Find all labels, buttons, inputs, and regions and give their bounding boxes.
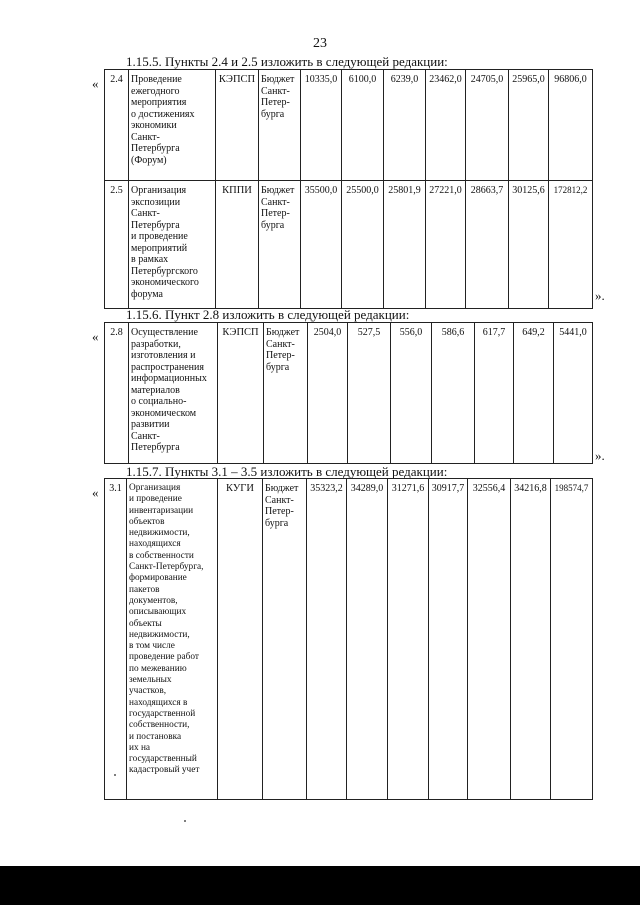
table-row bbox=[105, 181, 593, 309]
row-source: Бюджет Санкт- Петер- бурга bbox=[259, 181, 301, 309]
row-index: 2.4 bbox=[105, 70, 129, 181]
row-value: 2504,0 bbox=[308, 323, 348, 464]
row-description: Организация экспозиции Санкт- Петербурга и проведение мероприятий в рамках Петербургского экономического форума bbox=[129, 181, 216, 309]
row-value: 25500,0 bbox=[342, 181, 384, 309]
table-section-2 bbox=[104, 322, 593, 464]
page-number: 23 bbox=[313, 36, 327, 51]
open-quote: « bbox=[92, 485, 99, 500]
scan-footer-bar bbox=[0, 866, 640, 905]
row-executor: КЭПСП bbox=[218, 323, 264, 464]
row-value: 6100,0 bbox=[342, 70, 384, 181]
table-row bbox=[105, 323, 593, 464]
row-value: 556,0 bbox=[391, 323, 432, 464]
row-value: 198574,7 bbox=[551, 479, 593, 800]
close-quote: ». bbox=[595, 288, 605, 303]
row-value: 10335,0 bbox=[301, 70, 342, 181]
row-value: 31271,6 bbox=[388, 479, 429, 800]
row-index: 2.5 bbox=[105, 181, 129, 309]
row-description: Осуществление разработки, изготовления и распространения информационных материалов о социально- экономическом развитии Санкт- Петербурга bbox=[129, 323, 218, 464]
row-value: 586,6 bbox=[432, 323, 475, 464]
row-value: 35323,2 bbox=[307, 479, 347, 800]
row-value: 25965,0 bbox=[509, 70, 549, 181]
row-source: Бюджет Санкт- Петер- бурга bbox=[259, 70, 301, 181]
row-value: 30917,7 bbox=[429, 479, 468, 800]
row-value: 96806,0 bbox=[549, 70, 593, 181]
scan-speck bbox=[184, 820, 186, 822]
row-description: Организация и проведение инвентаризации объектов недвижимости, находящихся в собственности Санкт-Петербурга, формирование пакетов документов, описывающих объекты недвижимости, в том числе проведение работ по межеванию земельных участков, находящихся в государственной собственности, и постановка их на государственный кадастровый учет bbox=[127, 479, 218, 800]
row-source: Бюджет Санкт- Петер- бурга bbox=[264, 323, 308, 464]
row-index: 3.1 bbox=[105, 479, 127, 800]
row-value: 617,7 bbox=[475, 323, 514, 464]
row-value: 6239,0 bbox=[384, 70, 426, 181]
row-source: Бюджет Санкт- Петер- бурга bbox=[263, 479, 307, 800]
row-value: 24705,0 bbox=[466, 70, 509, 181]
row-value: 28663,7 bbox=[466, 181, 509, 309]
section-heading: 1.15.6. Пункт 2.8 изложить в следующей редакции: bbox=[126, 307, 410, 322]
section-heading: 1.15.7. Пункты 3.1 – 3.5 изложить в следующей редакции: bbox=[126, 464, 448, 479]
row-value: 527,5 bbox=[348, 323, 391, 464]
row-value: 34216,8 bbox=[511, 479, 551, 800]
row-value: 35500,0 bbox=[301, 181, 342, 309]
row-value: 27221,0 bbox=[426, 181, 466, 309]
row-description: Проведение ежегодного мероприятия о достижениях экономики Санкт- Петербурга (Форум) bbox=[129, 70, 216, 181]
open-quote: « bbox=[92, 329, 99, 344]
row-value: 649,2 bbox=[514, 323, 554, 464]
row-index: 2.8 bbox=[105, 323, 129, 464]
open-quote: « bbox=[92, 76, 99, 91]
row-value: 23462,0 bbox=[426, 70, 466, 181]
close-quote: ». bbox=[595, 448, 605, 463]
row-executor: КУГИ bbox=[218, 479, 263, 800]
row-value: 5441,0 bbox=[554, 323, 593, 464]
row-executor: КЭПСП bbox=[216, 70, 259, 181]
table-row bbox=[105, 70, 593, 181]
table-section-1 bbox=[104, 69, 593, 309]
row-value: 30125,6 bbox=[509, 181, 549, 309]
row-value: 172812,2 bbox=[549, 181, 593, 309]
row-executor: КППИ bbox=[216, 181, 259, 309]
section-heading: 1.15.5. Пункты 2.4 и 2.5 изложить в следующей редакции: bbox=[126, 54, 448, 69]
table-row bbox=[105, 479, 593, 800]
row-value: 25801,9 bbox=[384, 181, 426, 309]
row-value: 34289,0 bbox=[347, 479, 388, 800]
table-section-3 bbox=[104, 478, 593, 800]
row-value: 32556,4 bbox=[468, 479, 511, 800]
scan-speck bbox=[114, 774, 116, 776]
